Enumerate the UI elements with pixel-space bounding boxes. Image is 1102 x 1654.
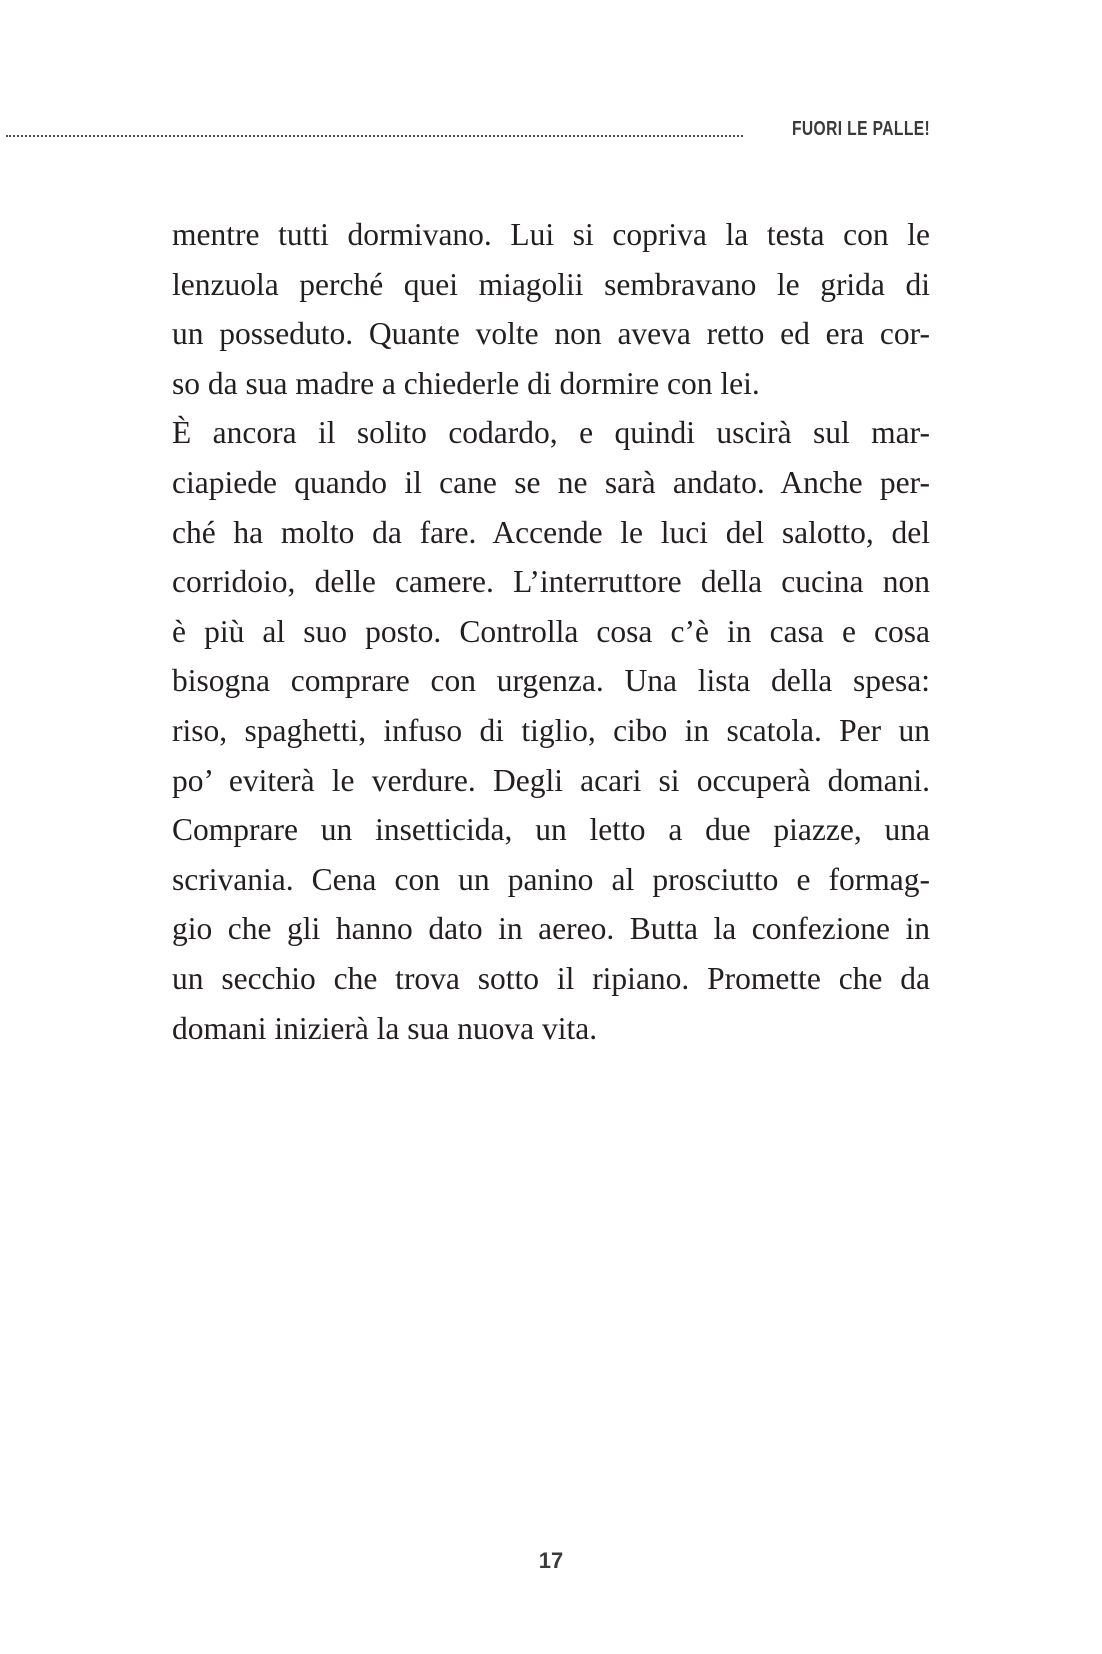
paragraph-2 <box>172 408 930 1053</box>
text-line: è più al suo posto. Controlla cosa c’è in casa e cosa <box>172 613 930 649</box>
text-line: È ancora il solito codardo, e quindi uscirà sul mar- <box>172 415 930 451</box>
text-line: gio che gli hanno dato in aereo. Butta la confezione in <box>172 911 930 947</box>
body-text <box>172 210 930 1053</box>
text-line: riso, spaghetti, infuso di tiglio, cibo in scatola. Per un <box>172 712 930 748</box>
text-line: un posseduto. Quante volte non aveva retto ed era cor- <box>172 316 930 352</box>
text-line: domani inizierà la sua nuova vita. <box>172 1010 598 1046</box>
text-line: scrivania. Cena con un panino al prosciutto e formag- <box>172 861 930 897</box>
page-number: 17 <box>538 1548 564 1573</box>
paragraph-1 <box>172 210 930 408</box>
text-line: un secchio che trova sotto il ripiano. Promette che da <box>172 960 930 996</box>
dotted-leader-line <box>6 135 743 137</box>
text-line: corridoio, delle camere. L’interruttore della cucina non <box>172 564 930 600</box>
text-line: ché ha molto da fare. Accende le luci del salotto, del <box>172 514 930 550</box>
text-line: Comprare un insetticida, un letto a due piazze, una <box>172 812 930 848</box>
text-line: bisogna comprare con urgenza. Una lista della spesa: <box>172 663 930 699</box>
text-line: lenzuola perché quei miagolii sembravano le grida di <box>172 266 930 302</box>
running-header <box>6 117 930 141</box>
text-line: mentre tutti dormivano. Lui si copriva la testa con le <box>172 217 930 252</box>
text-line: po’ eviterà le verdure. Degli acari si occuperà domani. <box>172 762 930 798</box>
text-line: so da sua madre a chiederle di dormire con lei. <box>172 365 760 401</box>
running-header-title: FUORI LE PALLE! <box>791 118 930 140</box>
text-line: ciapiede quando il cane se ne sarà andato. Anche per- <box>172 464 930 500</box>
